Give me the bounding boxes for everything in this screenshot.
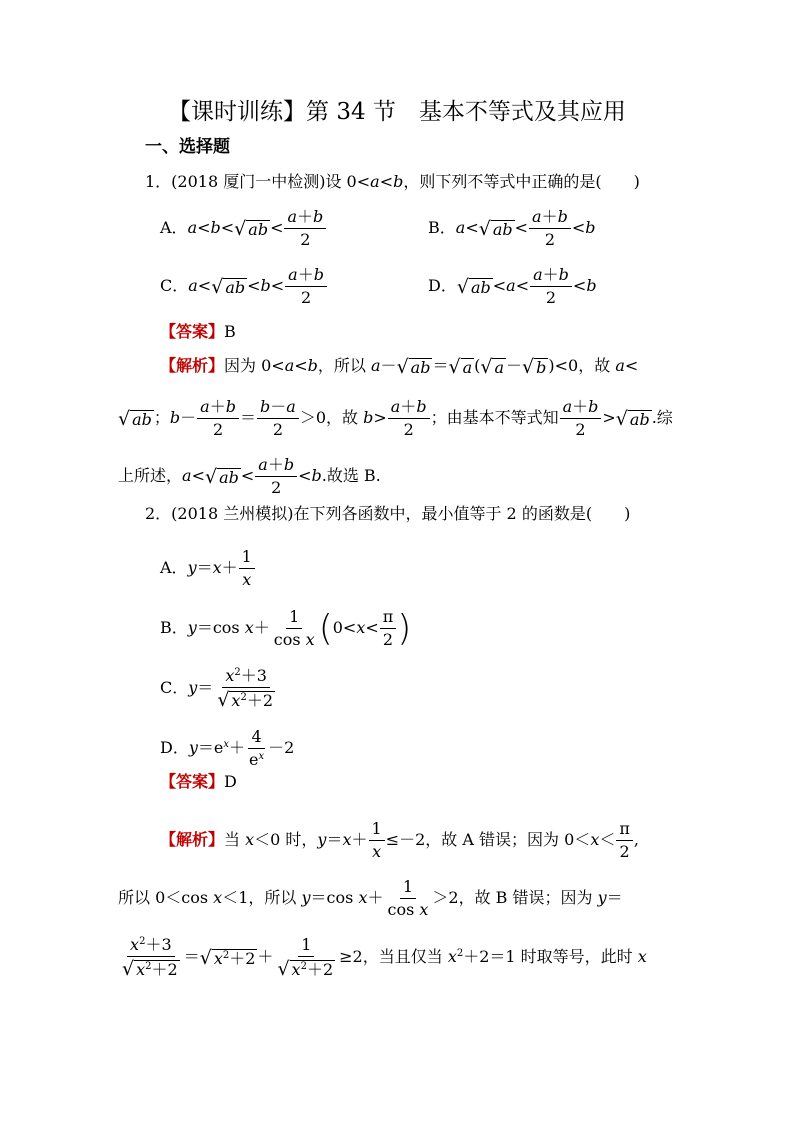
answer-tag: 【答案】 [160, 322, 225, 341]
q1-stem: 1．(2018 厦门一中检测)设 0<a<b，则下列不等式中正确的是( ) [145, 172, 640, 191]
q1-answer: 【答案】B [160, 322, 236, 341]
solution-tag: 【解析】 [160, 356, 225, 375]
q1-option-d[interactable]: D． √ ab <a< $\frac{a+b}{2}$ <b [428, 265, 597, 307]
q2-option-c[interactable]: C．y＝ $x^2+3$ √ $x^2+2$ [160, 666, 274, 711]
q2-option-b[interactable]: B．y＝cos x＋ $\frac{1}{\text{cos x}}$ (0<x< $\frac{\pi}{2}$ ) [160, 607, 412, 649]
q1-solution-line-1: 【解析】因为 0<a<b，所以 a－ √ ab ＝ √ a ( √ a － √ b )<0，故 a< [160, 355, 639, 378]
q1-option-c[interactable]: C．a< √ ab <b< $\frac{a+b}{2}$ [160, 266, 420, 307]
q1-option-a[interactable]: A．a<b< √ ab < $\frac{a+b}{2}$ [160, 208, 420, 249]
q2-answer: 【答案】D [160, 772, 237, 791]
page-title: 【课时训练】第 34 节 基本不等式及其应用 [168, 99, 626, 125]
q2-stem: 2．(2018 兰州模拟)在下列各函数中，最小值等于 2 的函数是( ) [145, 504, 631, 523]
q2-solution-line-2: 所以 0＜cos x＜1，所以 y＝cos x＋ $\frac{1}{\text{cos x}}$ ＞2，故 B 错误；因为 y＝ [118, 877, 623, 919]
section-heading: 一、选择题 [145, 137, 230, 157]
q1-solution-line-2: √ ab ；b－ $\frac{a+b}{2}$ ＝ $\frac{b-a}{2}$ ＞0，故 b> $\frac{a+b}{2}$ ；由基本不等式知 $\frac{a+b}{2}$ > √ ab .综 [118, 397, 673, 439]
q1-solution-line-3: 上所述，a< √ ab < $\frac{a+b}{2}$ <b.故选 B. [118, 455, 381, 497]
q2-solution-line-3: $x^2+3$ √ $x^2+2$ ＝ √ $x^2+2$ ＋ 1 √ $x^2+2$ ≥2，当且仅当 $x^2+2=1$ 时取等号，此时 x [122, 935, 647, 980]
q2-solution-line-1: 【解析】当 x＜0 时，y＝x＋ $\frac{1}{x}$ ≤－2，故 A 错误；因为 0＜x＜ $\frac{\pi}{2}$ , [160, 819, 639, 861]
q1-option-b[interactable]: B．a< √ ab < $\frac{a+b}{2}$ <b [428, 207, 596, 249]
solution-tag: 【解析】 [160, 830, 225, 849]
q2-option-d[interactable]: D．$y=e^x+$ $\frac{4}{e^x}$ －2 [160, 727, 295, 769]
q2-option-a[interactable]: A．y＝x＋ $\frac{1}{x}$ [160, 548, 794, 589]
answer-tag: 【答案】 [160, 772, 225, 791]
